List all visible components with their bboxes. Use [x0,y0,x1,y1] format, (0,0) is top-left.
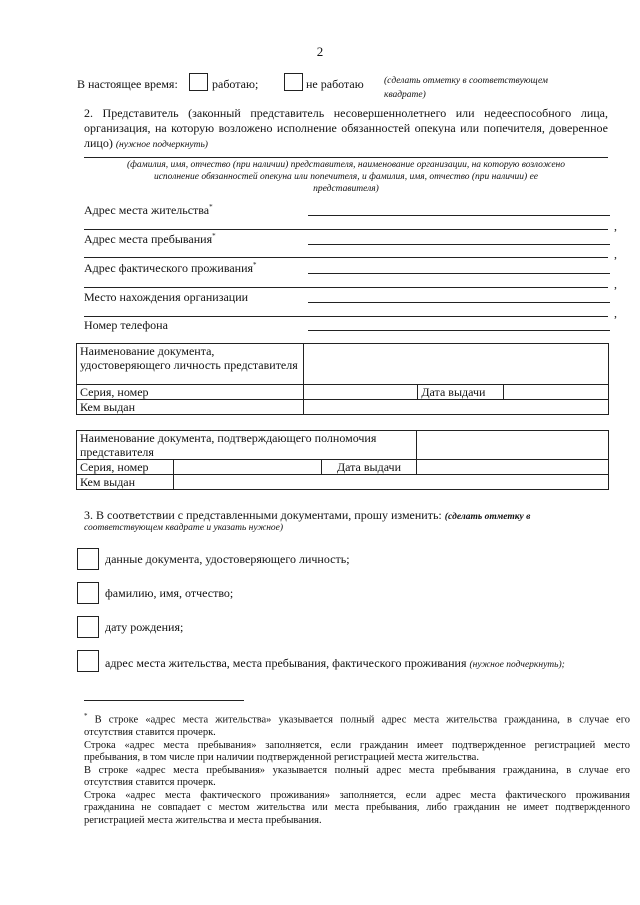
actual-residence-field[interactable] [308,273,610,274]
id-document-table [76,343,609,415]
authority-document-table [76,430,609,490]
employment-hint-2: квадрате) [384,90,426,100]
employment-hint: (сделать отметку в соответствующем [384,76,548,86]
footnote-separator [84,700,244,701]
change-id-data-label: данные документа, удостоверяющего личность; [105,552,350,566]
id-issued-by-field[interactable] [303,400,608,415]
footnote-p4-l2: гражданина не совпадает с местом жительства или места пребывания, либо гражданин не имеет подтвержденного [84,802,630,813]
org-location-comma: , [614,306,617,320]
footnote [84,710,630,827]
not-working-checkbox[interactable] [284,73,303,91]
footnote-p4-l1: Строка «адрес места фактического проживания» заполняется, если адрес места фактического проживания [84,789,630,801]
authority-issue-date-field[interactable] [417,460,609,475]
section2-text-1: 2. Представитель (законный представитель несовершеннолетнего или недееспособного лица, [84,106,608,120]
authority-issued-by-label: Кем выдан [77,475,174,490]
org-location-label: Место нахождения организации [84,290,249,304]
change-birthdate-label: дату рождения; [105,620,184,634]
change-name-checkbox[interactable] [77,582,99,604]
id-series-label: Серия, номер [77,385,304,400]
authority-doc-name-field[interactable] [417,431,609,460]
change-address-label: адрес места жительства, места пребывания, фактического проживания (нужное подчеркнуть); [105,656,565,670]
footnote-p2-l1: Строка «адрес места пребывания» заполняется, если гражданин имеет подтвержденное регистрацией место [84,739,630,751]
id-issue-date-field[interactable] [504,385,609,400]
section3-heading: 3. В соответствии с представленными документами, прошу изменить: (сделать отметку в [84,508,531,522]
footnote-p1-l1: * В строке «адрес места жительства» указывается полный адрес места жительства гражданина, в случае его [84,712,631,726]
residence-field-2[interactable] [84,229,608,230]
authority-issued-by-field[interactable] [173,475,608,490]
phone-label: Номер телефона [84,318,168,332]
page-number: 2 [316,44,324,59]
section2-text-3: лицо) (нужное подчеркнуть) [84,136,208,150]
id-doc-name-field[interactable] [303,344,608,385]
not-working-label: не работаю [306,77,364,91]
residence-label: Адрес места жительства* [84,203,213,217]
employment-label: В настоящее время: [77,77,178,91]
footnote-p2-l2: пребывания, в том числе при наличии подтвержденной регистрацией места жительства. [84,752,479,763]
org-location-field-2[interactable] [84,316,608,317]
working-checkbox[interactable] [189,73,208,91]
change-address-checkbox[interactable] [77,650,99,672]
representative-caption: (фамилия, имя, отчество (при наличии) представителя, наименование организации, на которую возложено исполнение обязанностей опекуна или попечителя, и фамилия, имя, отчество (при наличии) ее представителя) [126,160,566,194]
change-id-data-checkbox[interactable] [77,548,99,570]
footnote-p3-l2: отсутствия ставится прочерк. [84,777,216,788]
change-name-label: фамилию, имя, отчество; [105,586,234,600]
residence-field[interactable] [308,215,610,216]
authority-issue-date-label: Дата выдачи [321,460,417,475]
authority-doc-name-label: Наименование документа, подтверждающего полномочия представителя [77,431,417,460]
actual-residence-comma: , [614,277,617,291]
stay-field-2[interactable] [84,257,608,258]
section2-text-2: организация, на которую возложено исполнение обязанностей опекуна или попечителя, доверенное [84,121,608,135]
stay-label: Адрес места пребывания* [84,232,216,246]
id-issued-by-label: Кем выдан [77,400,304,415]
id-issue-date-label: Дата выдачи [418,385,504,400]
stay-field[interactable] [308,244,610,245]
working-label: работаю; [212,77,259,91]
actual-residence-label: Адрес фактического проживания* [84,261,257,275]
id-doc-name-label: Наименование документа, удостоверяющего личность представителя [77,344,304,385]
section3-hint: соответствующем квадрате и указать нужное) [84,523,284,533]
footnote-p1-l2: отсутствия ставится прочерк. [84,727,216,738]
id-series-field[interactable] [303,385,418,400]
footnote-p3-l1: В строке «адрес места пребывания» указывается полный адрес места пребывания гражданина, в случае его [84,764,630,776]
change-birthdate-checkbox[interactable] [77,616,99,638]
footnote-p4-l3: регистрацией места жительства и места пребывания. [84,814,322,826]
representative-name-line[interactable] [84,157,608,158]
authority-series-label: Серия, номер [77,460,174,475]
stay-comma: , [614,247,617,261]
authority-series-field[interactable] [173,460,321,475]
phone-field[interactable] [308,330,610,331]
org-location-field[interactable] [308,302,610,303]
residence-comma: , [614,219,617,233]
actual-residence-field-2[interactable] [84,287,608,288]
